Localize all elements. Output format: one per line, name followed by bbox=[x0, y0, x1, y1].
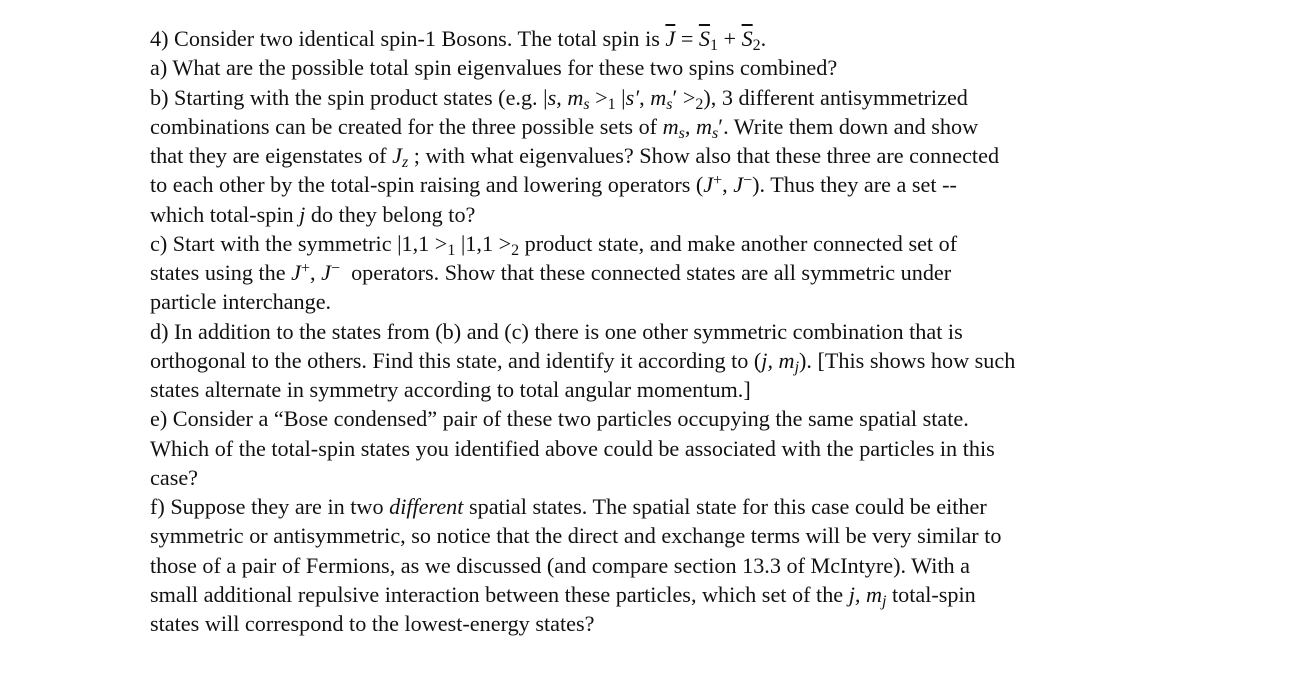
math-mj-sub: j bbox=[794, 358, 799, 376]
part-c-text-rest: operators. Show that these connected states are all symmetric under bbox=[339, 260, 952, 285]
eq-total-spin-vector: $\overline{J}$ bbox=[665, 26, 676, 51]
part-d-line-2 bbox=[150, 346, 1150, 375]
eq-spin1-sub: 1 bbox=[709, 36, 718, 54]
part-e-line-3 bbox=[150, 463, 1150, 492]
part-b-text-rest: ). Thus they are a set -- bbox=[752, 172, 957, 198]
part-f-line-2 bbox=[150, 521, 1150, 550]
ket-comma: , bbox=[556, 84, 568, 110]
part-f-text: small additional repulsive interaction between these particles, which set of the bbox=[150, 581, 849, 607]
math-j-plus-sup: + bbox=[300, 259, 310, 277]
math-ms-prime: m bbox=[695, 113, 712, 139]
part-f-line-1 bbox=[150, 492, 1150, 521]
part-c-line-1 bbox=[150, 229, 1150, 258]
part-f-line-4 bbox=[150, 580, 1150, 609]
part-b-text-rest: do they belong to? bbox=[305, 201, 476, 227]
part-d-text-rest: ). [This shows how such bbox=[799, 347, 1016, 373]
part-b-line-1 bbox=[150, 83, 1150, 112]
math-ms-sub: s bbox=[678, 124, 685, 142]
ket-sub-2: 2 bbox=[511, 241, 520, 259]
ket-sub-1: 1 bbox=[607, 95, 616, 113]
part-b-text-rest: ), 3 different antisymmetrized bbox=[703, 84, 968, 110]
part-f-text: f) Suppose they are in two bbox=[150, 494, 390, 519]
part-b-text-rest: ; with what eigenvalues? Show also that these three are connected bbox=[408, 143, 1000, 168]
math-j-minus-sup: − bbox=[330, 259, 340, 277]
part-e-line-1 bbox=[150, 404, 1150, 433]
eq-plus: + bbox=[717, 26, 742, 51]
emphasis-different: different bbox=[389, 494, 464, 519]
ket-ms-prime-sub: s bbox=[666, 95, 673, 113]
part-b-text: which total-spin bbox=[150, 201, 300, 227]
part-d-text: states alternate in symmetry according to total angular momentum.] bbox=[150, 377, 751, 402]
ket-s-prime: s′ bbox=[625, 84, 640, 110]
ket-prime: ′ bbox=[672, 84, 678, 110]
part-c-text: states using the bbox=[150, 260, 292, 285]
part-b-line-3 bbox=[150, 141, 1150, 170]
part-b-line-4 bbox=[150, 170, 1150, 199]
math-ms-prime-sub: s bbox=[711, 124, 719, 142]
part-c-text: particle interchange. bbox=[150, 289, 332, 315]
part-c-line-2 bbox=[150, 258, 1150, 287]
part-b-text: combinations can be created for the three possible sets of bbox=[150, 113, 663, 139]
eq-spin2-sub: 2 bbox=[752, 36, 761, 54]
eq-period: . bbox=[760, 26, 767, 51]
part-d-text: orthogonal to the others. Find this state, and identify it according to ( bbox=[150, 347, 762, 373]
eq-spin1-vector: $\overline{S}$ bbox=[698, 26, 710, 51]
part-a-text: a) What are the possible total spin eigenvalues for these two spins combined? bbox=[150, 55, 838, 81]
math-j-plus: J bbox=[291, 260, 301, 285]
ket-open-2: | bbox=[615, 84, 626, 110]
part-e-text: case? bbox=[150, 464, 199, 490]
math-j-minus-sup: − bbox=[743, 172, 753, 190]
ket-second: |1,1 > bbox=[455, 230, 512, 256]
part-d-line-3 bbox=[150, 375, 1150, 404]
ket-ms-prime: m bbox=[650, 84, 667, 110]
ket-sub-1: 1 bbox=[447, 241, 456, 259]
part-b-text: to each other by the total-spin raising and lowering operators ( bbox=[150, 172, 704, 198]
part-c-text-rest: product state, and make another connected set of bbox=[519, 230, 958, 256]
problem-document bbox=[150, 24, 1150, 638]
part-b-text: that they are eigenstates of bbox=[150, 143, 393, 168]
part-c-text: c) Start with the symmetric |1,1 > bbox=[150, 230, 448, 256]
ket-sub-2: 2 bbox=[695, 95, 704, 113]
math-comma: , bbox=[684, 113, 696, 139]
part-f-text: states will correspond to the lowest-energy states? bbox=[150, 611, 595, 636]
math-j-plus-sup: + bbox=[713, 172, 723, 190]
math-comma: , bbox=[722, 172, 734, 198]
part-e-text: Which of the total-spin states you identified above could be associated with the particles in this bbox=[150, 435, 995, 461]
math-j-mj: j, m bbox=[761, 347, 795, 373]
ket-close-1: > bbox=[589, 84, 608, 110]
part-f-text: symmetric or antisymmetric, so notice that the direct and exchange terms will be very similar to bbox=[150, 523, 1002, 549]
math-comma: , bbox=[310, 260, 322, 285]
ket-ms: m bbox=[567, 84, 584, 110]
problem-header bbox=[150, 24, 1150, 53]
ket-comma-2: , bbox=[639, 84, 651, 110]
math-ms: m bbox=[662, 113, 679, 139]
part-e-line-2 bbox=[150, 434, 1150, 463]
part-f-line-3 bbox=[150, 551, 1150, 580]
math-j-minus: J bbox=[733, 172, 744, 198]
part-e-text: e) Consider a “Bose condensed” pair of these two particles occupying the same spatial state. bbox=[150, 406, 969, 432]
part-f-text: those of a pair of Fermions, as we discussed (and compare section 13.3 of McIntyre). With a bbox=[150, 552, 971, 578]
part-b-text-rest: . Write them down and show bbox=[723, 113, 979, 139]
ket-s: s bbox=[547, 84, 557, 110]
math-j: j bbox=[299, 201, 306, 227]
part-a-line-1 bbox=[150, 53, 1150, 82]
math-j-minus: J bbox=[321, 260, 331, 285]
part-b-line-2 bbox=[150, 112, 1150, 141]
ket-close-2: > bbox=[677, 84, 696, 110]
math-jz-sub: z bbox=[401, 153, 409, 171]
part-d-line-1 bbox=[150, 317, 1150, 346]
math-jz: J bbox=[392, 143, 402, 168]
part-b-text: b) Starting with the spin product states (e.g. | bbox=[150, 84, 548, 110]
part-d-text: d) In addition to the states from (b) and (c) there is one other symmetric combination that is bbox=[150, 318, 963, 344]
eq-equals: = bbox=[675, 26, 699, 51]
header-text: 4) Consider two identical spin-1 Bosons. The total spin is bbox=[150, 26, 666, 51]
part-f-line-5 bbox=[150, 609, 1150, 638]
part-f-text-rest: total-spin bbox=[886, 581, 976, 607]
math-j-plus: J bbox=[703, 172, 714, 198]
math-j-mj: j, m bbox=[848, 581, 882, 607]
part-b-line-5 bbox=[150, 200, 1150, 229]
eq-spin2-vector: $\overline{S}$ bbox=[741, 26, 753, 51]
part-c-line-3 bbox=[150, 287, 1150, 316]
math-mj-sub: j bbox=[881, 592, 887, 610]
part-f-text-rest: spatial states. The spatial state for this case could be either bbox=[463, 494, 987, 519]
ket-ms-sub: s bbox=[583, 95, 590, 113]
math-prime: ′ bbox=[718, 113, 724, 139]
